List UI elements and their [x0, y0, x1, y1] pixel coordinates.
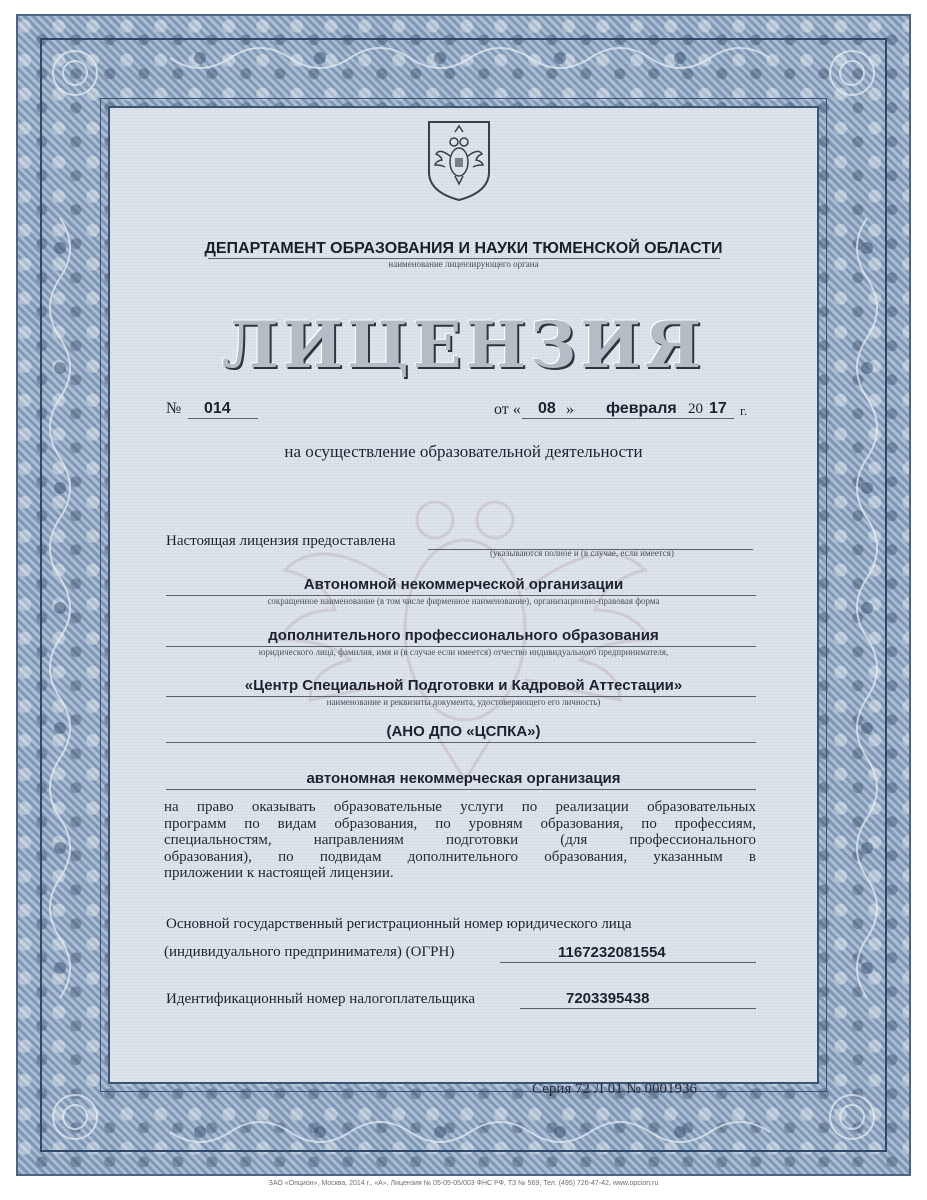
rights-line: приложении к настоящей лицензии. — [164, 865, 394, 881]
license-number: 014 — [204, 400, 231, 417]
date-underline — [522, 418, 734, 419]
date-year-prefix: 20 — [688, 401, 703, 417]
holder-line-3: «Центр Специальной Подготовки и Кадровой Аттестации» — [244, 677, 683, 694]
authority-caption: наименование лицензирующего органа — [388, 259, 539, 269]
rights-line: программ по видам образования, по уровням образования, по профессиям, — [164, 815, 756, 832]
note-legal-entity: юридического лица, фамилия, имя и (в случае если имеется) отчество индивидуального предпринимателя, — [258, 647, 669, 657]
document-title: ЛИЦЕНЗИЯ — [221, 308, 706, 383]
date-day-close: » — [566, 401, 574, 418]
eagle-watermark-icon — [270, 440, 660, 800]
rights-line: на право оказывать образовательные услуги по реализации образовательных — [164, 799, 756, 815]
date-month: февраля — [606, 400, 677, 417]
date-year-label: г. — [740, 403, 748, 418]
holder-short-name: (АНО ДПО «ЦСПКА») — [386, 723, 541, 740]
holder-underline-4 — [166, 742, 756, 743]
inn-label: Идентификационный номер налогоплательщика — [166, 991, 476, 1007]
holder-legal-form: автономная некоммерческая организация — [306, 770, 621, 787]
holder-line-2: дополнительного профессионального образования — [268, 627, 659, 644]
inn-value: 7203395438 — [566, 990, 650, 1007]
series-number: Серия 72 Л 01 № 0001936 — [532, 1081, 698, 1097]
rights-line: специальностям, направлениям подготовки (для профессионального — [164, 832, 756, 848]
granted-label: Настоящая лицензия предоставлена — [166, 533, 396, 549]
printer-footer: ЗАО «Опцион», Москва, 2014 г., «А», Лицензия № 05-05-05/003 ФНС РФ, ТЗ № 569, Тел. (495) 726-47-42, www.opcion.ru — [268, 1180, 659, 1187]
date-year: 17 — [709, 400, 727, 417]
ogrn-label-1: Основной государственный регистрационный номер юридического лица — [166, 916, 632, 932]
license-purpose: на осуществление образовательной деятельности — [284, 442, 643, 461]
ogrn-value: 1167232081554 — [558, 944, 666, 961]
authority-name: ДЕПАРТАМЕНТ ОБРАЗОВАНИЯ И НАУКИ ТЮМЕНСКОЙ ОБЛАСТИ — [204, 240, 723, 257]
inn-underline — [520, 1008, 756, 1009]
date-from-label: от « — [494, 401, 521, 418]
holder-underline-5 — [166, 789, 756, 790]
number-underline — [188, 418, 258, 419]
ogrn-underline — [500, 962, 756, 963]
note-full-name: (указываются полное и (в случае, если имеется) — [490, 548, 674, 558]
holder-line-1: Автономной некоммерческой организации — [303, 576, 624, 593]
rights-paragraph — [164, 799, 756, 882]
ogrn-label-2: (индивидуального предпринимателя) (ОГРН) — [164, 944, 455, 960]
note-identity-doc: наименование и реквизиты документа, удостоверяющего его личность) — [326, 697, 601, 707]
number-label: № — [166, 400, 182, 417]
note-short-name: сокращенное наименование (в том числе фирменное наименование), организационно-правовая форма — [267, 596, 660, 606]
date-day: 08 — [538, 400, 556, 417]
coat-of-arms-icon — [425, 118, 493, 202]
rights-line: образования), по подвидам дополнительного образования, указанным в — [164, 848, 756, 865]
